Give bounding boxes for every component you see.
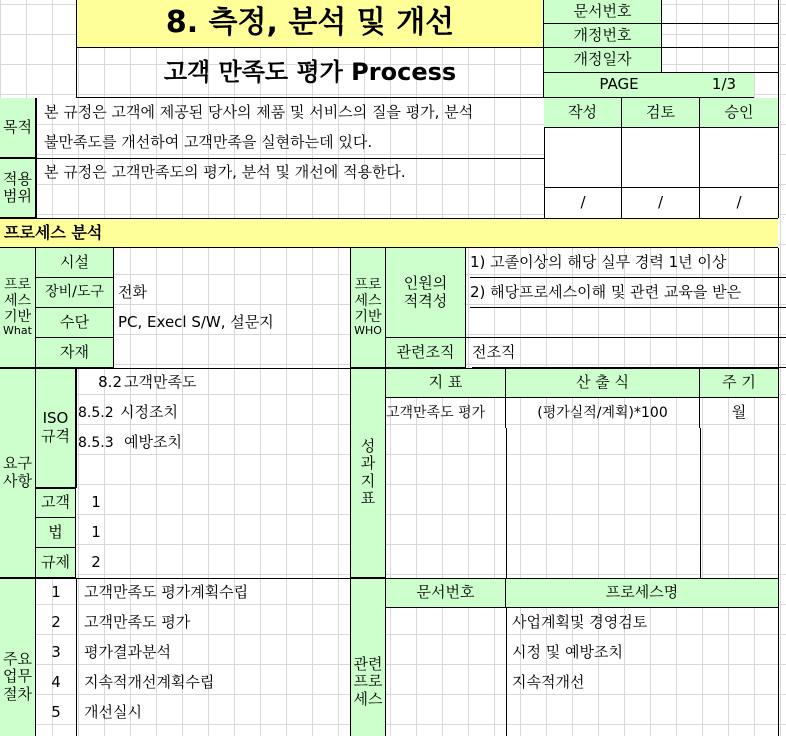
procedures-label-char: 주요 (3, 650, 32, 669)
procedures-label-char: 절차 (3, 684, 32, 703)
procedure-name: 개선실시 (84, 703, 142, 722)
scope-label (0, 158, 36, 218)
related-label-char: 프로 (353, 672, 383, 691)
purpose-label (0, 98, 36, 158)
page-label: PAGE (544, 73, 694, 98)
kpi-indicator-value: 고객만족도 평가 (386, 398, 506, 428)
qualification-line2: 2) 해당프로세스이해 및 관련 교육을 받은 (470, 278, 786, 308)
qualification-line1: 1) 고졸이상의 해당 실무 경력 1년 이상 (470, 248, 786, 278)
revision-date-label: 개정일자 (544, 48, 662, 73)
scope-label-line2: 범위 (3, 187, 32, 205)
doc-number-label: 문서번호 (544, 0, 662, 24)
what-label-l1: 프로 (3, 277, 32, 294)
kpi-label-char: 성 (360, 437, 376, 455)
qualification-label-l1: 인원의 (403, 274, 448, 293)
who-label-l3: 기반 (354, 309, 382, 326)
related-label-char: 세스 (353, 689, 383, 708)
iso-item-name: 예방조치 (124, 433, 182, 452)
procedure-col-rule (76, 578, 77, 736)
iso-column-rule (76, 368, 77, 488)
iso-label-l1: ISO (42, 409, 69, 428)
related-process-name: 사업계획및 경영검토 (512, 613, 648, 632)
kpi-label (350, 368, 386, 578)
equipment-value: 전화 (118, 283, 147, 302)
means-value: PC, Execl S/W, 설문지 (118, 313, 274, 332)
who-label-l1: 프로 (354, 277, 382, 294)
related-col-rule (506, 608, 507, 736)
requirements-label-l1: 요구 (3, 454, 32, 473)
revision-number-value[interactable] (662, 24, 778, 48)
kpi-label-char: 표 (360, 488, 376, 507)
law-label: 법 (36, 518, 76, 548)
procedure-no: 4 (51, 673, 61, 692)
page-value: 1/3 (694, 73, 754, 98)
iso-label-l2: 규격 (41, 426, 70, 445)
right-border (778, 248, 779, 736)
customer-label: 고객 (36, 488, 76, 518)
what-label-l2: 세스 (3, 293, 32, 310)
related-org-value: 전조직 (472, 338, 786, 368)
iso-item-no: 8.2 (98, 373, 122, 392)
equipment-label: 장비/도구 (36, 278, 114, 308)
who-label-l2: 세스 (354, 293, 382, 310)
iso-item-no: 8.5.2 (78, 404, 114, 421)
iso-item-name: 고객만족도 (124, 373, 197, 392)
purpose-label-text: 목적 (3, 117, 32, 136)
approval-write-sign[interactable] (544, 128, 622, 188)
related-org-label: 관련조직 (386, 338, 466, 368)
process-analysis-heading: 프로세스 분석 (0, 218, 778, 248)
related-process-name: 시정 및 예방조치 (512, 643, 623, 662)
approval-write-date[interactable]: / (544, 188, 622, 218)
approval-review-date[interactable]: / (622, 188, 700, 218)
section-rule (0, 368, 778, 369)
kpi-cycle-header: 주 기 (700, 368, 778, 398)
law-value: 1 (91, 523, 101, 542)
purpose-text-line1: 본 규정은 고객에 제공된 당사의 제품 및 서비스의 질을 평가, 분석 (44, 103, 474, 122)
kpi-label-char: 지 (360, 471, 376, 490)
process-base-what-label (0, 248, 36, 368)
procedure-no: 1 (51, 583, 61, 602)
right-border (778, 0, 779, 218)
document-subtitle: 고객 만족도 평가 Process (76, 48, 544, 98)
facility-label: 시설 (36, 248, 114, 278)
revision-number-label: 개정번호 (544, 24, 662, 48)
approval-write-label: 작성 (544, 98, 622, 128)
qualification-line3[interactable] (466, 308, 786, 338)
requirements-label-l2: 사항 (3, 471, 32, 490)
related-label-char: 관련 (353, 655, 383, 674)
purpose-scope-divider (36, 158, 544, 159)
kpi-formula-value: (평가실적/계획)*100 (506, 398, 700, 428)
section-rule (0, 578, 778, 579)
iso-item-no: 8.5.3 (78, 434, 114, 451)
related-name-header: 프로세스명 (506, 578, 778, 608)
kpi-col-rule (506, 428, 507, 578)
approval-review-sign[interactable] (622, 128, 700, 188)
document-title: 8. 측정, 분석 및 개선 (76, 0, 544, 48)
approval-approve-sign[interactable] (700, 128, 778, 188)
doc-number-value[interactable] (662, 0, 778, 24)
revision-date-value[interactable] (662, 48, 778, 73)
regulation-value: 2 (91, 553, 101, 572)
approval-review-label: 검토 (622, 98, 700, 128)
procedure-no: 2 (51, 613, 61, 632)
who-label-l4: WHO (354, 324, 382, 338)
approval-approve-date[interactable]: / (700, 188, 778, 218)
qualification-label (386, 248, 466, 338)
what-label-l3: 기반 (3, 309, 32, 326)
approval-approve-label: 승인 (700, 98, 778, 128)
process-base-who-label (350, 248, 386, 368)
procedure-name: 지속적개선계획수립 (84, 673, 215, 692)
related-doc-header: 문서번호 (386, 578, 506, 608)
label-column-rule (36, 98, 37, 218)
purpose-text-line2: 불만족도를 개선하여 고객만족을 실현하는데 있다. (44, 133, 373, 152)
kpi-label-char: 과 (360, 454, 376, 473)
scope-text: 본 규정은 고객만족도의 평가, 분석 및 개선에 적용한다. (44, 163, 406, 182)
requirements-label (0, 368, 36, 578)
procedure-name: 고객만족도 평가계획수립 (84, 583, 249, 602)
what-label-l4: What (3, 324, 32, 338)
customer-value: 1 (91, 493, 101, 512)
iso-label (36, 368, 76, 488)
kpi-col-rule (700, 428, 701, 578)
regulation-label: 규제 (36, 548, 76, 578)
procedure-no: 5 (51, 703, 61, 722)
procedures-label-char: 업무 (3, 667, 32, 686)
kpi-indicator-header: 지 표 (386, 368, 506, 398)
means-label: 수단 (36, 308, 114, 338)
related-process-name: 지속적개선 (512, 673, 585, 692)
iso-item-name: 시정조치 (120, 403, 178, 422)
kpi-formula-header: 산 출 식 (506, 368, 700, 398)
scope-label-line1: 적용 (3, 169, 32, 188)
procedure-name: 평가결과분석 (84, 643, 171, 662)
procedures-label (0, 578, 36, 736)
related-process-label (350, 578, 386, 736)
kpi-cycle-value: 월 (731, 403, 747, 422)
qualification-label-l2: 적격성 (403, 291, 448, 310)
procedure-no: 3 (51, 643, 61, 662)
procedure-name: 고객만족도 평가 (84, 613, 191, 632)
material-label: 자재 (36, 338, 114, 368)
